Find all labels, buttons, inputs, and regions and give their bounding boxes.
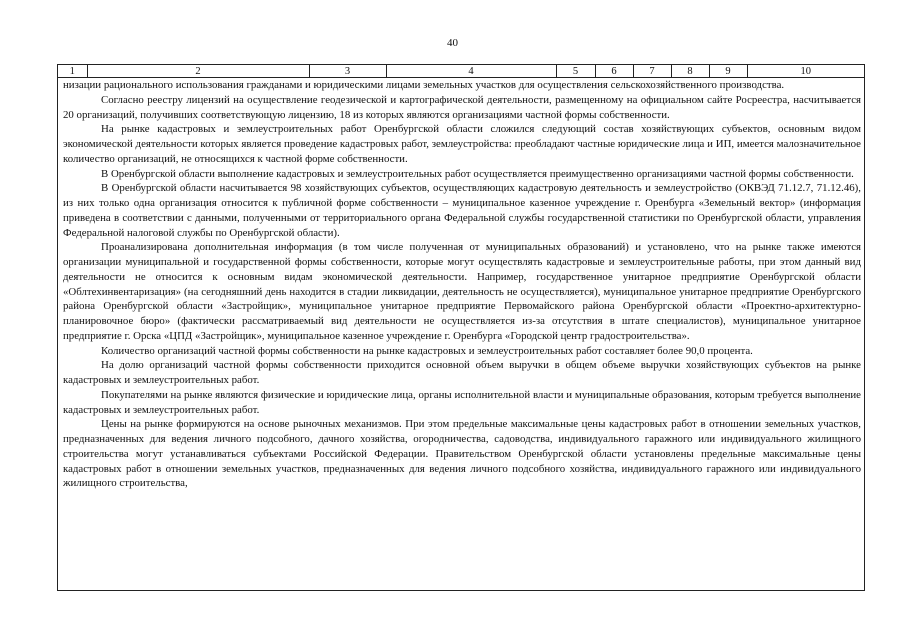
- column-number: 1: [58, 65, 87, 78]
- paragraph: На долю организаций частной формы собственности приходится основной объем выручки в общем объеме выручки хозяйствующих субъектов на рынке кадастровых и землеустроительных работ.: [63, 359, 861, 386]
- paragraph: Цены на рынке формируются на основе рыночных механизмов. При этом предельные максимальные цены кадастровых работ в отношении земельных участков, предназначенных для ведения личного подсобного, дачного хозяйства, огородничества, садоводства, индивидуального гаражного или индивидуального жилищного строительства могут устанавливаться субъектами Российской Федерации. Правительством Оренбургской области установлены предельные максимальные цены кадастровых работ в отношении земельных участков, предназначенных для ведения личного подсобного хозяйства, индивидуального гаражного или индивидуального жилищного строительства,: [63, 418, 861, 490]
- page-number: 40: [447, 37, 458, 49]
- paragraph: В Оренбургской области выполнение кадастровых и землеустроительных работ осуществляется преимущественно организациями частной формы собственности.: [101, 167, 854, 180]
- paragraph: Покупателями на рынке являются физические и юридические лица, органы исполнительной власти и муниципальные образования, которым требуется выполнение кадастровых и землеустроительных работ.: [63, 388, 861, 416]
- column-number: 9: [709, 65, 747, 78]
- column-number: 4: [386, 65, 556, 78]
- paragraph: Количество организаций частной формы собственности на рынке кадастровых и землеустроительных работ составляет более 90,0 процента.: [101, 344, 753, 357]
- document-table: [57, 64, 865, 591]
- column-number-header: [58, 64, 864, 78]
- paragraph: В Оренбургской области насчитывается 98 хозяйствующих субъектов, осуществляющих кадастровую деятельность и землеустройство (ОКВЭД 71.12.7, 71.12.46), из них только одна организация относится к публичной форме собственности – муниципальное казенное учреждение г. Оренбурга «Земельный вектор» (информация приведена в соответствии с данными, полученными от территориального органа Федеральной службы государственной статистики по Оренбургской области, управления Федеральной налоговой службы по Оренбургской области).: [63, 182, 861, 239]
- column-number: 3: [309, 65, 386, 78]
- paragraph: Проанализирована дополнительная информация (в том числе полученная от муниципальных образований) и установлено, что на рынке также имеются организации муниципальной и государственной формы собственности, которые могут осуществлять кадастровые и землеустроительные работы, при этом данный вид деятельности не относится к основным видам экономической деятельности. Например, государственное унитарное предприятие Оренбургской области «Облтехинвентаризация» (на сегодняшний день находится в стадии ликвидации, деятельность не осуществляется), муниципальное унитарное предприятие Оренбургского района Оренбургской области «Застройщик», муниципальное унитарное предприятие Первомайского района Оренбургской области «Проектно-архитектурно-планировочное бюро» (фактически рассматриваемый вид деятельности не осуществляется из-за отсутствия в штате специалистов), муниципальное унитарное предприятие г. Орска «ЦПД «Застройщик», муниципальное казенное учреждение г. Оренбурга «Городской центр градостроительства».: [63, 241, 861, 342]
- column-number: 2: [87, 65, 309, 78]
- column-number: 5: [556, 65, 595, 78]
- paragraph: На рынке кадастровых и землеустроительных работ Оренбургской области сложился следующий состав хозяйствующих субъектов, основным видом экономической деятельности которых является проведение кадастровых работ, землеустройства: преобладают частные юридические лица и ИП, имеется малозначительное количество организаций, не относящихся к частной форме собственности.: [63, 123, 861, 165]
- paragraph: Согласно реестру лицензий на осуществление геодезической и картографической деятельности, размещенному на официальном сайте Росреестра, насчитывается 20 организаций, получивших соответствующую лицензию, 18 из которых являются организациями частной формы собственности.: [63, 93, 861, 121]
- column-number: 10: [747, 65, 864, 78]
- body-text: [58, 78, 864, 491]
- column-number: 7: [633, 65, 671, 78]
- column-number: 6: [595, 65, 633, 78]
- column-number: 8: [671, 65, 709, 78]
- paragraph: низации рационального использования гражданами и юридическими лицами земельных участков для осуществления сельскохозяйственного производства.: [63, 79, 785, 91]
